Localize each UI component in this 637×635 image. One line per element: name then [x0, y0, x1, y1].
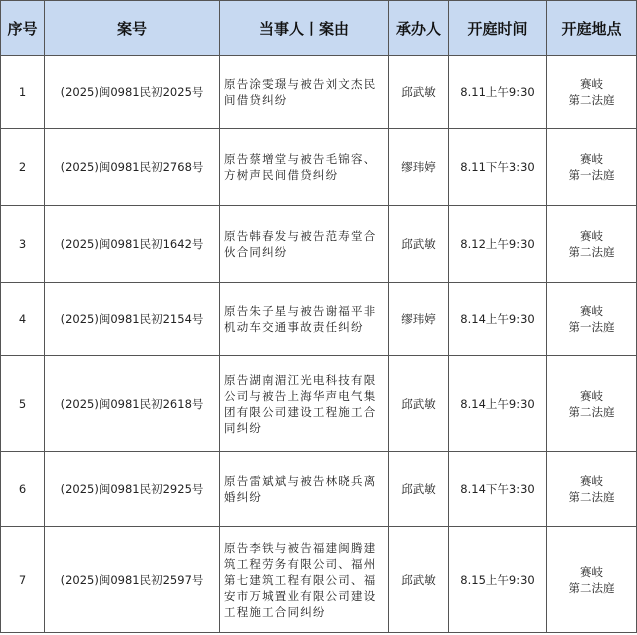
cell-time: 8.11上午9:30 — [449, 56, 547, 129]
cell-case-no: (2025)闽0981民初2025号 — [45, 56, 220, 129]
place-court: 第一法庭 — [568, 320, 615, 334]
place-court: 第一法庭 — [568, 168, 615, 182]
cell-case-no: (2025)闽0981民初1642号 — [45, 206, 220, 283]
cell-time: 8.11下午3:30 — [449, 129, 547, 206]
place-town: 赛岐 — [580, 77, 603, 91]
cell-judge: 邱武敏 — [389, 56, 449, 129]
cell-judge: 邱武敏 — [389, 356, 449, 452]
table-row — [1, 527, 637, 633]
header-place: 开庭地点 — [547, 1, 637, 56]
header-time: 开庭时间 — [449, 1, 547, 56]
header-seq: 序号 — [1, 1, 45, 56]
place-town: 赛岐 — [580, 474, 603, 488]
cell-judge: 邱武敏 — [389, 452, 449, 527]
cell-judge: 缪玮婷 — [389, 129, 449, 206]
cell-judge: 邱武敏 — [389, 527, 449, 633]
cell-case-no: (2025)闽0981民初2768号 — [45, 129, 220, 206]
cell-place — [547, 527, 637, 633]
table-row — [1, 356, 637, 452]
cell-place — [547, 283, 637, 356]
place-town: 赛岐 — [580, 388, 603, 403]
place-court: 第二法庭 — [568, 490, 615, 504]
place-court: 第二法庭 — [568, 93, 615, 107]
cell-seq: 1 — [1, 56, 45, 129]
cell-place — [547, 356, 637, 452]
cell-judge: 邱武敏 — [389, 206, 449, 283]
place-town: 赛岐 — [580, 229, 603, 243]
header-parties: 当事人丨案由 — [220, 1, 389, 56]
cell-place — [547, 206, 637, 283]
header-case-no: 案号 — [45, 1, 220, 56]
cell-parties: 原告雷斌斌与被告林晓兵离婚纠纷 — [220, 452, 389, 527]
place-town: 赛岐 — [580, 152, 603, 166]
cell-judge: 缪玮婷 — [389, 283, 449, 356]
place-court: 第二法庭 — [568, 580, 615, 595]
cell-time: 8.15上午9:30 — [449, 527, 547, 633]
cell-parties: 原告蔡增堂与被告毛锦容、方树声民间借贷纠纷 — [220, 129, 389, 206]
cell-seq: 4 — [1, 283, 45, 356]
cell-seq: 2 — [1, 129, 45, 206]
place-town: 赛岐 — [580, 564, 603, 579]
cell-seq: 7 — [1, 527, 45, 633]
cell-parties: 原告韩春发与被告范寿堂合伙合同纠纷 — [220, 206, 389, 283]
table-header-row — [1, 1, 637, 56]
cell-seq: 5 — [1, 356, 45, 452]
table-row — [1, 452, 637, 527]
cell-case-no: (2025)闽0981民初2618号 — [45, 356, 220, 452]
cell-case-no: (2025)闽0981民初2597号 — [45, 527, 220, 633]
cell-parties: 原告李铁与被告福建闽腾建筑工程劳务有限公司、福州第七建筑工程有限公司、福安市万城置业有限公司建设工程施工合同纠纷 — [220, 527, 389, 633]
cell-place — [547, 452, 637, 527]
cell-time: 8.12上午9:30 — [449, 206, 547, 283]
cell-seq: 6 — [1, 452, 45, 527]
table-row — [1, 56, 637, 129]
cell-time: 8.14下午3:30 — [449, 452, 547, 527]
cell-parties: 原告朱子星与被告谢福平非机动车交通事故责任纠纷 — [220, 283, 389, 356]
header-judge: 承办人 — [389, 1, 449, 56]
cell-time: 8.14上午9:30 — [449, 283, 547, 356]
cell-place — [547, 129, 637, 206]
cell-parties: 原告湖南湄江光电科技有限公司与被告上海华声电气集团有限公司建设工程施工合同纠纷 — [220, 356, 389, 452]
table-row — [1, 283, 637, 356]
place-court: 第二法庭 — [568, 245, 615, 259]
cell-case-no: (2025)闽0981民初2154号 — [45, 283, 220, 356]
cell-time: 8.14上午9:30 — [449, 356, 547, 452]
table-row — [1, 206, 637, 283]
cell-seq: 3 — [1, 206, 45, 283]
place-court: 第二法庭 — [568, 404, 615, 419]
cell-parties: 原告涂雯璟与被告刘文杰民间借贷纠纷 — [220, 56, 389, 129]
cell-place — [547, 56, 637, 129]
cell-case-no: (2025)闽0981民初2925号 — [45, 452, 220, 527]
table-row — [1, 129, 637, 206]
place-town: 赛岐 — [580, 304, 603, 318]
